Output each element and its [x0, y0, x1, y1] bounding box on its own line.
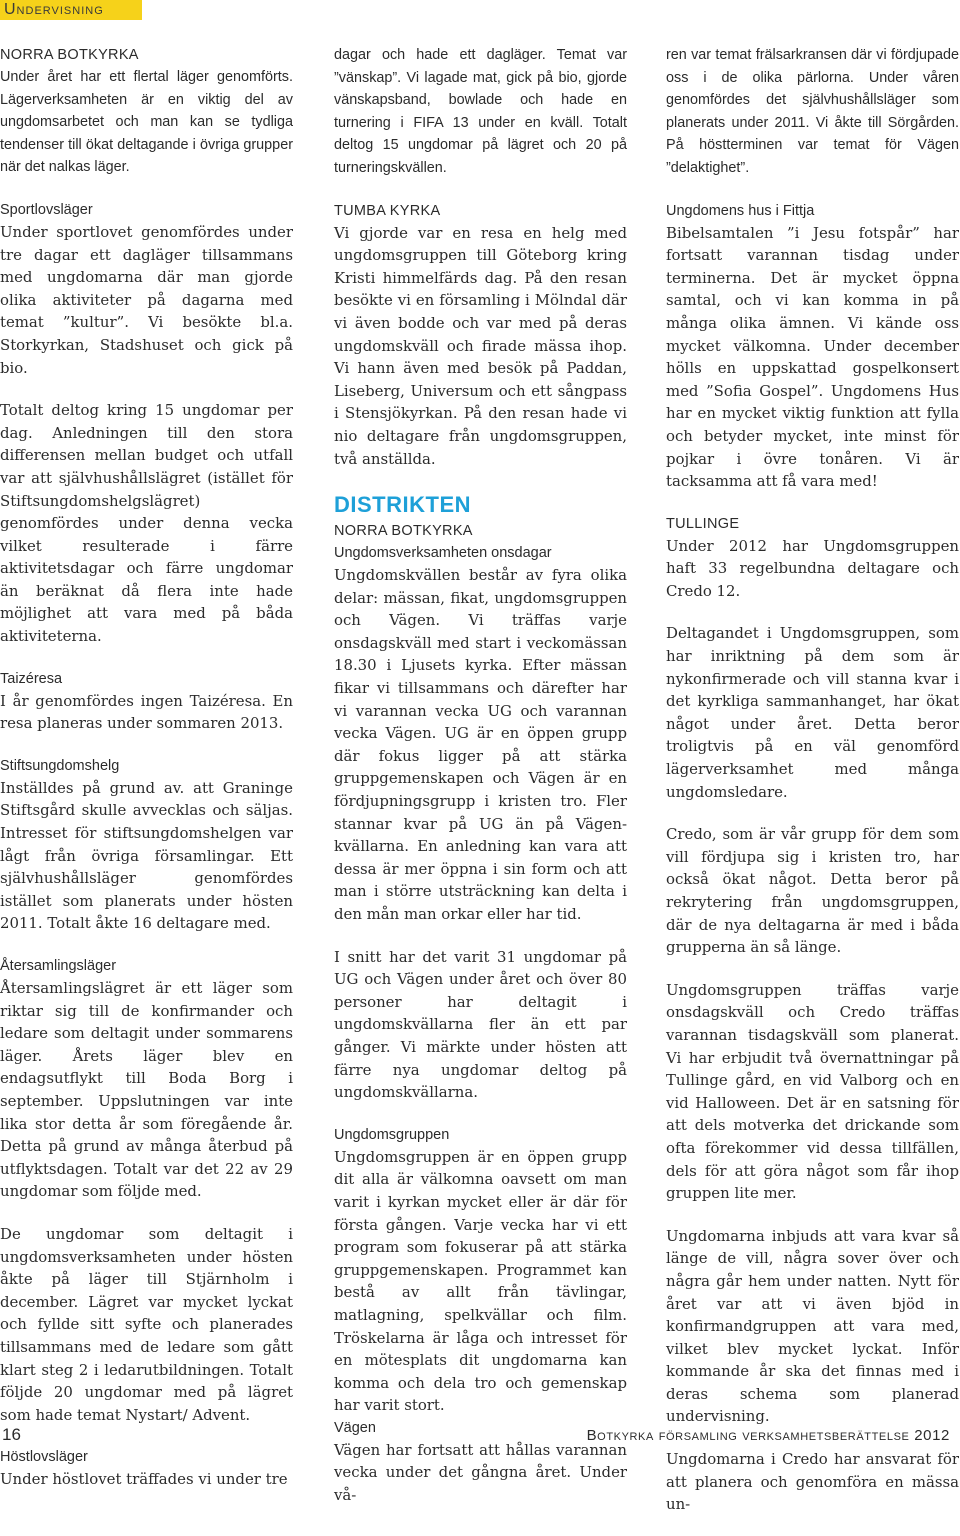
- subheading: Stiftsungdomshelg: [0, 757, 120, 774]
- page-number: 16: [2, 1425, 21, 1444]
- footer-title: Botkyrka församling verksamhetsberättelse 2012: [586, 1427, 950, 1444]
- block-ungdomsgruppen: [334, 1124, 627, 1507]
- block-vagen-cont: [666, 44, 959, 180]
- paragraph: Ungdomskvällen består av fyra olika delar: mässan, fikat, ungdomsgruppen och Vägen. Vi träffas varje onsdagskväll med start i veckomässan 18.30 i Ljusets kyrka. Efter mässan fikar vi tillsammans och därefter har vi varannan vecka UG och varannan vecka Vägen. UG är en öppen grupp där fokus ligger på att stärka gruppgemenskapen och Vägen är en fördjupningsgrupp i kristen tro. Fler stannar kvar på UG än på Vägen- kvällarna. En anledning kan vara att dessa är mer öppna i sin form och att man i större utsträckning kan delta i den mån man orkar eller har tid.: [334, 566, 627, 923]
- paragraph: dagar och hade ett dagläger. Temat var ”vänskap”. Vi lagade mat, gick på bio, gjorde vänskapsband, bowlade och hade en turnering i FIFA 13 under en kväll. Totalt deltog 15 ungdomar på lägret och 20 på turneringskvällen.: [334, 47, 627, 176]
- subheading: Ungdomsverksamheten onsdagar: [334, 545, 552, 562]
- section-heading: TUMBA KYRKA: [334, 202, 441, 219]
- column-3: [666, 44, 959, 1536]
- paragraph: Under höstlovet träffades vi under tre: [0, 1470, 288, 1489]
- block-sportlovslager: [0, 199, 293, 379]
- paragraph: Totalt deltog kring 15 ungdomar per dag. Anledningen till den stora differensen mellan budget och utfall var att självhushållslägret (istället för Stiftsungdomshelgslägret) genomfördes under denna vecka vilket resulterade i färre aktivitetsdagar och färre ungdomar än beräknat då flera inte hade möjlighet att vara med på båda aktiviteterna.: [0, 401, 293, 646]
- paragraph: Återsamlingslägret är ett läger som riktar sig till de konfirmander och ledare som deltagit under sommarens läger. Årets läger blev en endagsutflykt till Boda Borg i september. Uppslutningen var inte lika stor detta år som föregående år. Detta på grund av många återbud på utflyktsdagen. Totalt var det 22 av 29 ungdomar som följde med.: [0, 979, 293, 1201]
- paragraph: Vägen har fortsatt att hållas varannan vecka under det gångna året. Under vå-: [334, 1440, 627, 1505]
- paragraph: ren var temat frälsarkransen där vi fördjupade oss i de olika pärlorna. Under våren genomfördes det självhushållsläger som planerats under 2011. Vi åkte till Sörgården. På höstterminen var temat för Vägen ”delaktighet”.: [666, 47, 959, 176]
- section-heading: NORRA BOTKYRKA: [0, 47, 139, 63]
- block-deltagandet: [666, 622, 959, 803]
- subheading: Ungdomsgruppen: [334, 1126, 450, 1143]
- paragraph: Deltagandet i Ungdomsgruppen, som har inriktning på dem som är nykonfirmerade och vill stanna kvar i det kyrkliga sammanhanget, har ökat något under året. Detta beror troligtvis på en väl genomförd lägerverksamhet med många ungdomsledare.: [666, 624, 959, 801]
- distrikten-heading: DISTRIKTEN: [334, 492, 471, 518]
- block-stjarnholm: [0, 1223, 293, 1426]
- section-tab-label: Undervisning: [4, 1, 104, 18]
- block-inbjuds: [666, 1225, 959, 1428]
- block-totalt: [0, 399, 293, 648]
- subheading: Taizéresa: [0, 670, 63, 687]
- section-heading: TULLINGE: [666, 515, 740, 532]
- paragraph: Ungdomsgruppen är en öppen grupp dit alla är välkomna oavsett om man varit i kyrkan mycket eller är där för första gången. Varje vecka har vi ett program som fokuserar på att stärka gruppgemenskapen. Programmet kan bestå av allt från tävlingar, matlagning, spelkvällar och film. Tröskelarna är låga och intresset för en mötesplats dit ungdomarna kan komma och dela tro och gemenskap har varit stort.: [334, 1147, 627, 1415]
- section-tab: [0, 0, 142, 20]
- block-credo: [666, 823, 959, 959]
- block-hostlov-cont: [334, 44, 627, 180]
- block-tumba-kyrka: [334, 200, 627, 471]
- block-norra-botkyrka: [0, 44, 293, 179]
- subheading: Höstlovsläger: [0, 1449, 88, 1466]
- paragraph: Under året har ett flertal läger genomförts. Lägerverksamheten är en viktig del av ungdomsarbetet och man kan se tydliga tendenser till ökat deltagande i övriga grupper när det nalkas läger.: [0, 69, 293, 176]
- paragraph: Vi gjorde var en resa en helg med ungdomsgruppen till Göteborg kring Kristi himmelfärds dag. På den resan besökte vi en församling i Mölndal där vi även bodde och var med på deras ungdomskväll och firade mässa ihop. Vi hann även med besök på Paddan, Liseberg, Universum och ett sångpass i Stensjökyrkan. På den resan hade vi nio deltagare från ungdomsgruppen, två anställda.: [334, 223, 627, 468]
- subheading: Sportlovsläger: [0, 201, 93, 218]
- paragraph: I år genomfördes ingen Taizéresa. En resa planeras under sommaren 2013.: [0, 691, 293, 733]
- paragraph: Bibelsamtalen ”i Jesu fotspår” har fortsatt varannan tisdag under terminerna. Det är mycket öppna samtal, och vi kan komma in på många olika ämnen. Vi kände oss mycket välkomna. Under december hölls en uppskattad gospelkonsert med ”Sofia Gospel”. Ungdomens Hus har en mycket viktig funktion att fylla och betyder mycket, inte minst för pojkar i övre tonåren. Vi är tacksamma att få vara med!: [666, 223, 959, 491]
- column-1: [0, 44, 293, 1511]
- block-snitt: [334, 946, 627, 1104]
- paragraph: Under 2012 har Ungdomsgruppen haft 33 regelbundna deltagare och Credo 12.: [666, 536, 959, 600]
- block-traffas: [666, 979, 959, 1205]
- subheading: Ungdomens hus i Fittja: [666, 202, 815, 219]
- paragraph: I snitt har det varit 31 ungdomar på UG och Vägen under året och över 80 personer har deltagit i ungdomskvällarna fler än ett par gånger. Vi märkte under hösten att färre nya ungdomar deltog på ungdomskvällarna.: [334, 947, 627, 1102]
- paragraph: Ungdomarna i Credo har ansvarat för att planera och genomföra en mässa un-: [666, 1450, 959, 1514]
- block-taizeresa: [0, 668, 293, 735]
- block-hostlovslager: [0, 1446, 293, 1491]
- block-fittja: [666, 200, 959, 493]
- block-tullinge: [666, 513, 959, 603]
- block-credo-massa: [666, 1448, 959, 1516]
- block-distrikten: [334, 490, 627, 926]
- column-2: [334, 44, 627, 1527]
- subheading: Återsamlingsläger: [0, 958, 117, 974]
- paragraph: Inställdes på grund av. att Graninge Stiftsgård skulle avvecklas och säljas. Intresset för stiftsungdomshelgen var lågt från övriga församlingar. Ett självhushållsläger genomfördes istället som planerats under hösten 2011. Totalt åkte 16 deltagare med.: [0, 778, 293, 933]
- paragraph: De ungdomar som deltagit i ungdomsverksamheten under hösten åkte på läger till Stjärnholm i december. Lägret var mycket lyckat och fyllde sitt syfte och planerades tillsammans med de ledare som gått klart steg 2 i ledarutbildningen. Totalt följde 20 ungdomar med på lägret som hade temat Nystart/ Advent.: [0, 1224, 293, 1424]
- paragraph: Ungdomarna inbjuds att vara kvar så länge de vill, några sover över och några går hem under natten. Nytt för året var att vi även bjöd in konfirmandgruppen att vara med, vilket blev mycket lyckat. Inför kommande år ska det finnas med i deras schema som planerad undervisning.: [666, 1226, 959, 1426]
- block-stiftsungdomshelg: [0, 755, 293, 935]
- subheading: Vägen: [334, 1419, 376, 1436]
- paragraph: Ungdomsgruppen träffas varje onsdagskväll och Credo träffas varannan tisdagskväll som planerat. Vi har erbjudit två övernattningar på Tullinge gård, en vid Valborg och en vid Halloween. Det är en satsning för att dels motverka det drickande som ofta förekommer vid dessa tillfällen, dels för att göra något som får ihop gruppen lite mer.: [666, 980, 959, 1203]
- paragraph: Under sportlovet genomfördes under tre dagar ett dagläger tillsammans med ungdomarna där man gjorde olika aktiviteter på dagarna med temat ”kultur”. Vi besökte bl.a. Storkyrkan, Stadshuset och gick på bio.: [0, 222, 293, 377]
- section-heading: NORRA BOTKYRKA: [334, 523, 473, 540]
- block-atersamlingslager: [0, 955, 293, 1203]
- paragraph: Credo, som är vår grupp för dem som vill fördjupa sig i kristen tro, har också ökat något. Detta beror på rekrytering från ungdomsgruppen, där de nya deltagarna är med i båda grupperna än så länge.: [666, 825, 959, 957]
